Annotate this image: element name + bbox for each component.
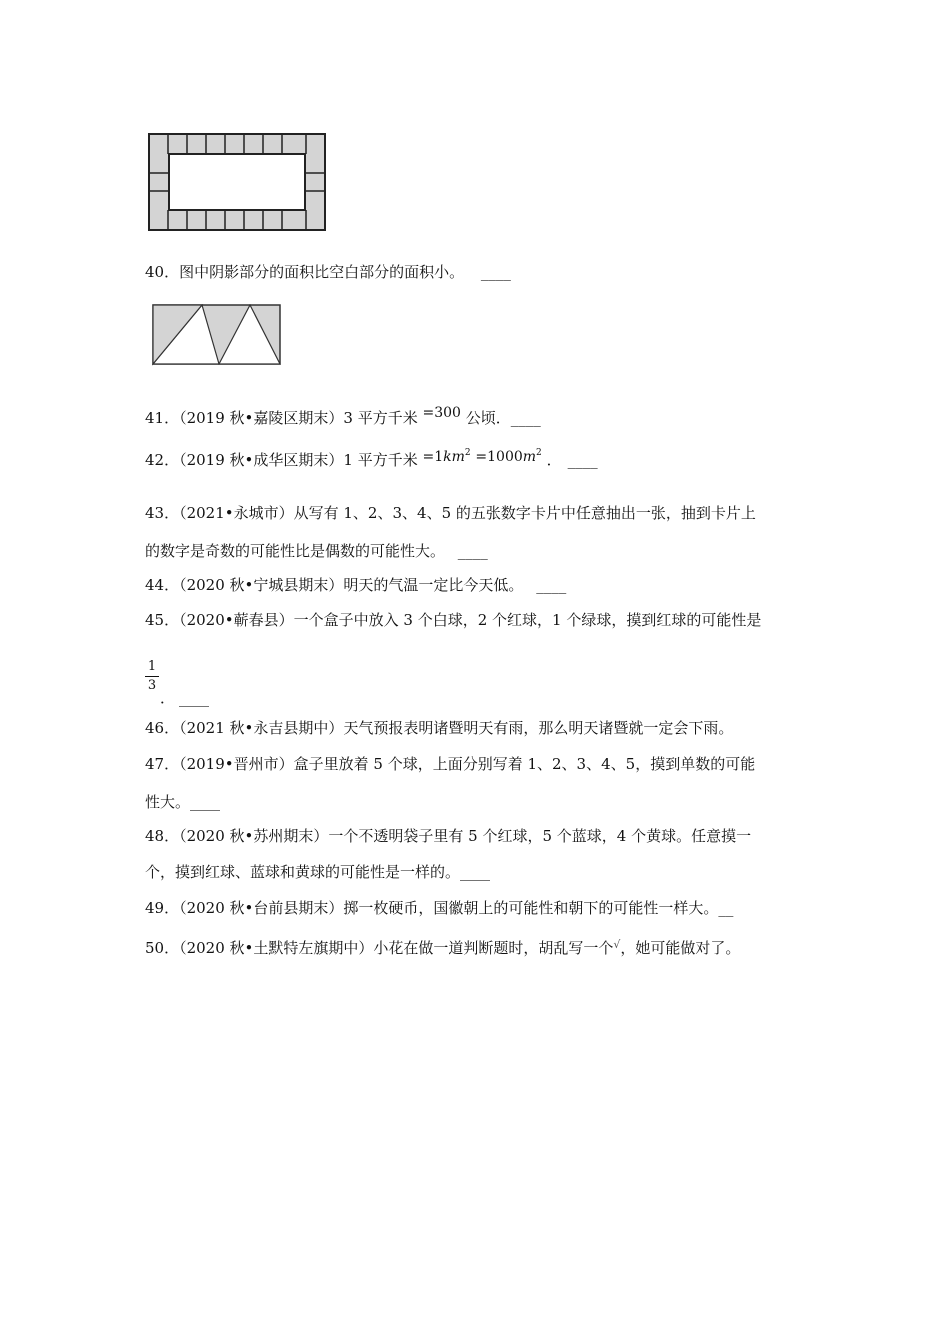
- answer-blank[interactable]: ____: [460, 863, 491, 881]
- question-text: 1 平方千米: [343, 451, 418, 469]
- math-expression: =1: [422, 449, 444, 465]
- question-49: [145, 898, 733, 918]
- answer-blank[interactable]: ____: [480, 263, 511, 281]
- question-text: ．: [160, 689, 176, 707]
- answer-blank[interactable]: ____: [179, 689, 210, 707]
- question-text: 图中阴影部分的面积比空白部分的面积小。: [179, 263, 465, 281]
- question-text: 从写有 1、2、3、4、5 的五张数字卡片中任意抽出一张，抽到卡片上: [293, 504, 756, 522]
- question-number: 45．: [145, 611, 180, 629]
- fraction: [145, 659, 159, 694]
- question-text: 的数字是奇数的可能性比是偶数的可能性大。: [145, 542, 446, 560]
- question-source: （2021•永城市）: [179, 504, 294, 522]
- question-number: 48．: [145, 827, 180, 845]
- question-43-line-1: [145, 503, 756, 523]
- question-text: 一个不透明袋子里有 5 个红球，5 个蓝球，4 个黄球。任意摸一: [328, 827, 752, 845]
- question-number: 40．: [145, 263, 180, 281]
- question-text: 天气预报表明诸暨明天有雨，那么明天诸暨就一定会下雨。: [343, 719, 734, 737]
- fraction-numerator: 1: [147, 659, 157, 674]
- math-expression: =300: [422, 405, 461, 421]
- question-text: 一个盒子中放入 3 个白球，2 个红球，1 个绿球，摸到红球的可能性是: [293, 611, 762, 629]
- question-44: [145, 575, 566, 595]
- question-source: （2020 秋•宁城县期末）: [179, 576, 344, 594]
- math-exponent: 2: [464, 448, 471, 458]
- answer-blank[interactable]: ____: [190, 793, 221, 811]
- question-48-line-2: [145, 862, 490, 882]
- answer-blank[interactable]: ____: [510, 409, 541, 427]
- question-number: 41．: [145, 409, 180, 427]
- question-50: [145, 938, 740, 960]
- question-source: （2020 秋•土默特左旗期中）: [179, 939, 374, 957]
- question-text: ．: [546, 451, 562, 469]
- question-text: 掷一枚硬币，国徽朝上的可能性和朝下的可能性一样大。: [343, 899, 719, 917]
- question-text: ，她可能做对了。: [620, 939, 741, 957]
- math-unit: km: [443, 449, 465, 465]
- question-number: 46．: [145, 719, 180, 737]
- answer-blank[interactable]: ____: [457, 542, 488, 560]
- question-text: 3 平方千米: [343, 409, 418, 427]
- question-42: [145, 447, 598, 471]
- question-text: 个，摸到红球、蓝球和黄球的可能性是一样的。: [145, 863, 461, 881]
- question-number: 43．: [145, 504, 180, 522]
- answer-blank[interactable]: ____: [567, 451, 598, 469]
- question-45-tail: [160, 688, 209, 708]
- question-source: （2019•晋州市）: [179, 755, 294, 773]
- question-text: 性大。: [145, 793, 191, 811]
- question-source: （2021 秋•永吉县期中）: [179, 719, 344, 737]
- question-source: （2019 秋•成华区期末）: [179, 451, 344, 469]
- question-number: 50．: [145, 939, 180, 957]
- question-source: （2019 秋•嘉陵区期末）: [179, 409, 344, 427]
- triangle-figure: [152, 304, 282, 366]
- question-45: [145, 610, 761, 630]
- question-41: [145, 405, 541, 429]
- question-number: 42．: [145, 451, 180, 469]
- answer-blank[interactable]: ____: [536, 576, 567, 594]
- question-number: 49．: [145, 899, 180, 917]
- question-text: 明天的气温一定比今天低。: [343, 576, 524, 594]
- tile-border-figure: [148, 133, 326, 231]
- answer-blank[interactable]: __: [718, 899, 734, 917]
- math-unit: m: [522, 449, 537, 465]
- question-source: （2020 秋•台前县期末）: [179, 899, 344, 917]
- question-text: 小花在做一道判断题时，胡乱写一个: [373, 939, 614, 957]
- question-number: 44．: [145, 576, 180, 594]
- question-number: 47．: [145, 755, 180, 773]
- question-43-line-2: [145, 541, 488, 561]
- question-source: （2020•蕲春县）: [179, 611, 294, 629]
- question-text: 盒子里放着 5 个球，上面分别写着 1、2、3、4、5，摸到单数的可能: [293, 755, 756, 773]
- question-46: [145, 718, 733, 738]
- math-expression: =1000: [475, 449, 523, 465]
- question-47-line-1: [145, 754, 755, 774]
- math-exponent: 2: [536, 448, 542, 458]
- question-text: 公顷．: [465, 409, 511, 427]
- question-source: （2020 秋•苏州期末）: [179, 827, 329, 845]
- check-mark: √: [613, 938, 621, 951]
- question-47-line-2: [145, 792, 220, 812]
- question-40: [145, 262, 511, 282]
- question-48-line-1: [145, 826, 751, 846]
- fraction-denominator: 3: [147, 678, 157, 693]
